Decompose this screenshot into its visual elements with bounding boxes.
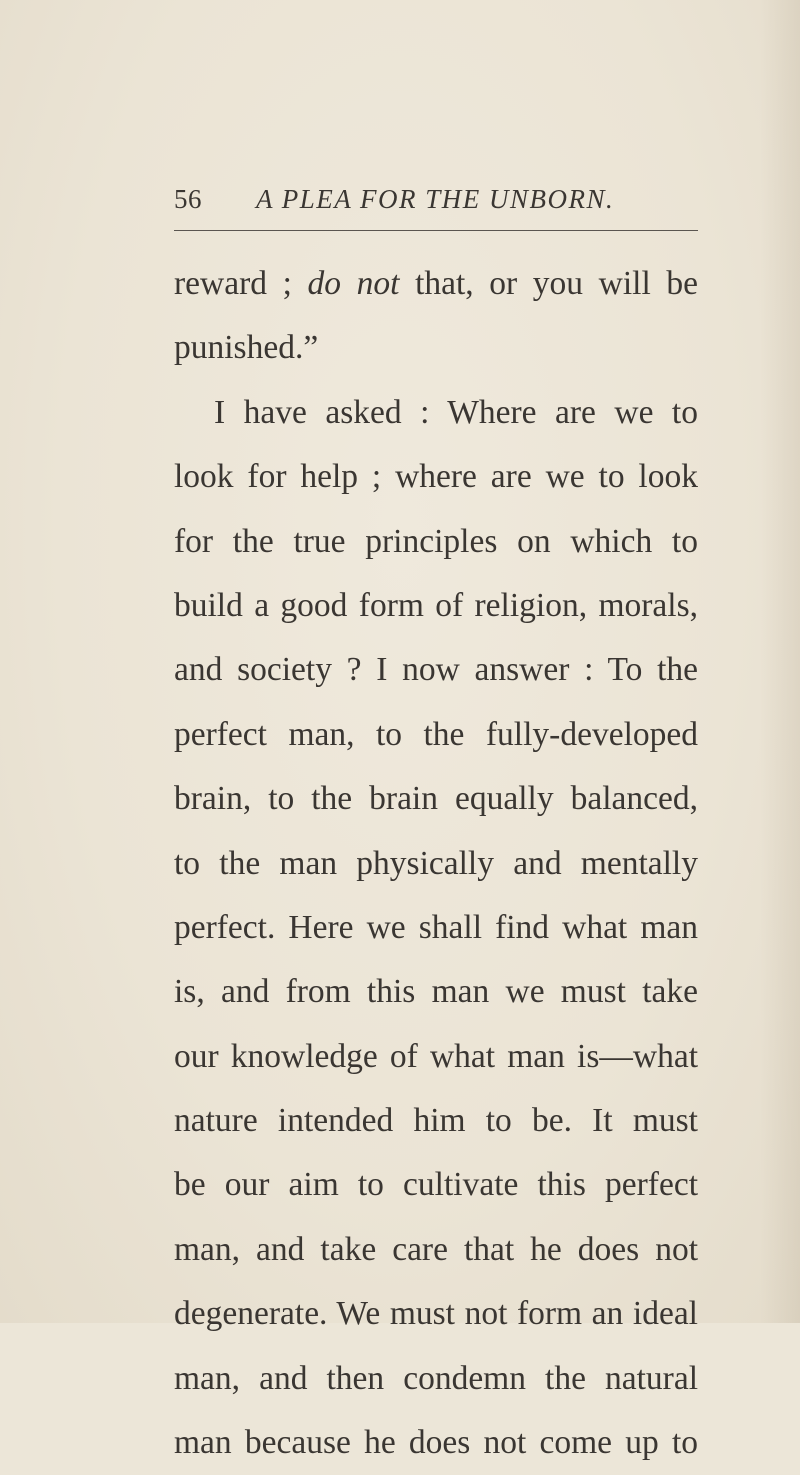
text-line: man, and take care that he does not: [174, 1230, 698, 1268]
text-line: punished.”: [174, 329, 319, 367]
body-text: [174, 252, 698, 1475]
text-line: perfect. Here we shall find what man: [174, 908, 698, 946]
header-rule: [174, 230, 698, 231]
text-line: man because he does not come up to: [174, 1424, 698, 1462]
text-line: perfect man, to the fully-developed: [174, 715, 698, 753]
text-line: degenerate. We must not form an ideal: [174, 1295, 698, 1333]
text-line: to the man physically and mentally: [174, 844, 698, 882]
text-line: and society ? I now answer : To the: [174, 651, 698, 689]
text-line: nature intended him to be. It must: [174, 1102, 698, 1140]
running-head: [174, 184, 734, 218]
text-line: build a good form of religion, morals,: [174, 586, 698, 624]
text-line: [174, 252, 698, 316]
text-line: I have asked : Where are we to: [214, 393, 698, 431]
text-line: our knowledge of what man is—what: [174, 1037, 698, 1075]
page-number: 56: [174, 184, 202, 214]
text-line: be our aim to cultivate this perfect: [174, 1166, 698, 1204]
text-run: that, or you will be: [399, 265, 698, 302]
text-line: is, and from this man we must take: [174, 973, 698, 1011]
text-run: reward ;: [174, 265, 308, 302]
page-edge-shadow: [760, 0, 800, 1323]
text-line: brain, to the brain equally balanced,: [174, 780, 698, 818]
emphasis-text: do not: [307, 265, 400, 302]
running-title: A PLEA FOR THE UNBORN.: [256, 184, 615, 214]
text-line: man, and then condemn the natural: [174, 1359, 698, 1397]
text-line: for the true principles on which to: [174, 522, 698, 560]
text-line: look for help ; where are we to look: [174, 458, 698, 496]
